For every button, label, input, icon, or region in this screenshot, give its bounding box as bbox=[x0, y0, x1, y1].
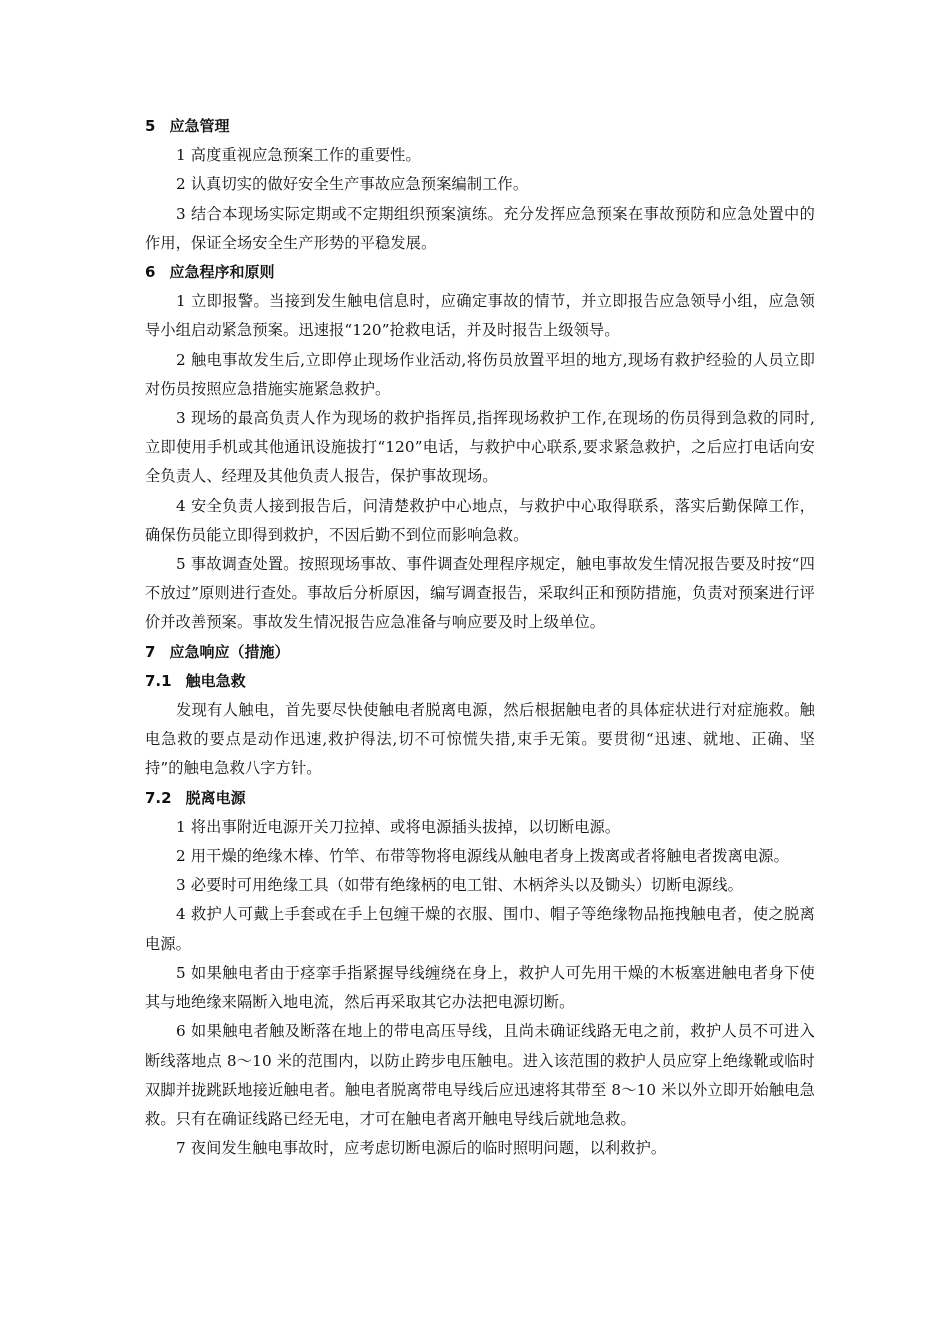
paragraph: 发现有人触电，首先要尽快使触电者脱离电源，然后根据触电者的具体症状进行对症施救。触电急救的要点是动作迅速,救护得法,切不可惊慌失措,束手无策。要贯彻“迅速、就地、正确、坚持”的触电急救八字方针。 bbox=[145, 701, 815, 778]
section-heading-7 bbox=[145, 638, 815, 667]
document-page bbox=[145, 112, 815, 1163]
section-title: 触电急救 bbox=[185, 671, 246, 690]
paragraph: 3 现场的最高负责人作为现场的救护指挥员,指挥现场救护工作,在现场的伤员得到急救的同时,立即使用手机或其他通讯设施拔打“120”电话，与救护中心联系,要求紧急救护，之后应打电话向安全负责人、经理及其他负责人报告，保护事故现场。 bbox=[145, 409, 815, 486]
paragraph: 2 用干燥的绝缘木棒、竹竿、布带等物将电源线从触电者身上拨离或者将触电者拨离电源。 bbox=[176, 847, 789, 866]
paragraph: 2 触电事故发生后,立即停止现场作业活动,将伤员放置平坦的地方,现场有救护经验的人员立即对伤员按照应急措施实施紧急救护。 bbox=[145, 350, 815, 398]
section-heading-5 bbox=[145, 112, 815, 141]
section-heading-7-2 bbox=[145, 784, 815, 813]
section-number: 6 bbox=[145, 263, 156, 282]
paragraph: 6 如果触电者触及断落在地上的带电高压导线，且尚未确证线路无电之前，救护人员不可进入断线落地点 8～10 米的范围内，以防止跨步电压触电。进入该范围的救护人员应穿上绝缘靴或临时双脚并拢跳跃地接近触电者。触电者脱离带电导线后应迅速将其带至 8～10 米以外立即开始触电急救。只有在确证线路已经无电，才可在触电者离开触电导线后就地急救。 bbox=[145, 1022, 815, 1128]
paragraph: 5 事故调查处置。按照现场事故、事件调查处理程序规定，触电事故发生情况报告要及时按“四不放过”原则进行查处。事故后分析原因，编写调查报告，采取纠正和预防措施，负责对预案进行评价并改善预案。事故发生情况报告应急准备与响应要及时上级单位。 bbox=[145, 555, 815, 632]
paragraph: 1 高度重视应急预案工作的重要性。 bbox=[176, 146, 421, 165]
section-number: 7.2 bbox=[145, 788, 172, 807]
section-heading-7-1 bbox=[145, 667, 815, 696]
paragraph: 4 安全负责人接到报告后，问清楚救护中心地点，与救护中心取得联系，落实后勤保障工作，确保伤员能立即得到救护，不因后勤不到位而影响急救。 bbox=[145, 496, 815, 544]
section-number: 5 bbox=[145, 117, 156, 135]
paragraph: 7 夜间发生触电事故时，应考虑切断电源后的临时照明问题，以利救护。 bbox=[176, 1139, 667, 1158]
section-title: 应急管理 bbox=[169, 117, 230, 135]
paragraph: 1 将出事附近电源开关刀拉掉、或将电源插头拔掉，以切断电源。 bbox=[176, 817, 621, 836]
paragraph: 1 立即报警。当接到发生触电信息时，应确定事故的情节，并立即报告应急领导小组，应急领导小组启动紧急预案。迅速报“120”抢救电话，并及时报告上级领导。 bbox=[145, 292, 815, 340]
paragraph: 5 如果触电者由于痉挛手指紧握导线缠绕在身上，救护人可先用干燥的木板塞进触电者身下使其与地绝缘来隔断入地电流，然后再采取其它办法把电源切断。 bbox=[145, 963, 815, 1012]
section-heading-6 bbox=[145, 258, 815, 287]
paragraph: 3 必要时可用绝缘工具（如带有绝缘柄的电工钳、木柄斧头以及锄头）切断电源线。 bbox=[176, 876, 743, 895]
section-title: 应急程序和原则 bbox=[169, 263, 275, 282]
section-title: 脱离电源 bbox=[185, 788, 246, 807]
paragraph: 2 认真切实的做好安全生产事故应急预案编制工作。 bbox=[176, 175, 529, 194]
paragraph: 3 结合本现场实际定期或不定期组织预案演练。充分发挥应急预案在事故预防和应急处置中的作用，保证全场安全生产形势的平稳发展。 bbox=[145, 204, 815, 252]
section-number: 7.1 bbox=[145, 671, 172, 690]
paragraph: 4 救护人可戴上手套或在手上包缠干燥的衣服、围巾、帽子等绝缘物品拖拽触电者，使之脱离电源。 bbox=[145, 905, 815, 953]
section-number: 7 bbox=[145, 642, 156, 661]
section-title: 应急响应（措施） bbox=[169, 642, 290, 661]
